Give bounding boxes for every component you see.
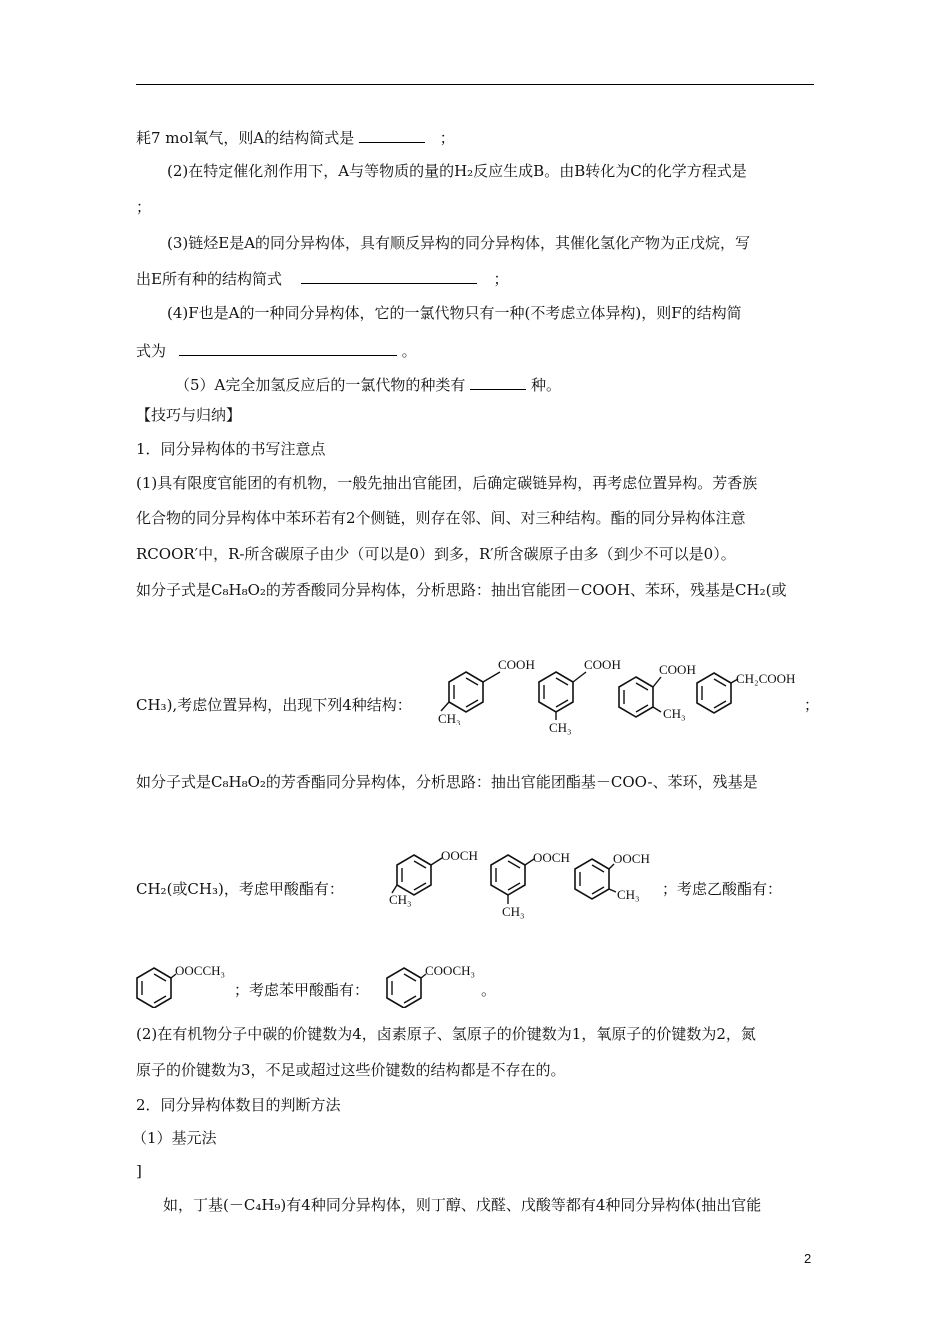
- text-line: (2)在有机物分子中碳的价键数为4，卤素原子、氢原子的价键数为1，氧原子的价键数为2，氮: [136, 1025, 756, 1043]
- ch3-label: CH₃: [438, 711, 461, 725]
- text-line: CH₃),考虑位置异构，出现下列4种结构：: [136, 696, 412, 714]
- text-line: CH₂(或CH₃)，考虑甲酸酯有：: [136, 880, 344, 898]
- text-line: 如分子式是C₈H₈O₂的芳香酸同分异构体，分析思路：抽出官能团－COOH、苯环，残基是CH₂(或: [136, 581, 787, 599]
- ch3-label: CH₃: [617, 887, 640, 902]
- ch2cooh-label: CH₂COOH: [736, 671, 796, 686]
- cooch3-label: COOCH₃: [425, 963, 476, 978]
- page-number: 2: [804, 1251, 812, 1266]
- text-line: 化合物的同分异构体中苯环若有2个侧链，则存在邻、间、对三种结构。酯的同分异构体注意: [136, 509, 746, 527]
- ch3-label: CH₃: [389, 892, 412, 907]
- text-span: 耗7 mol氧气，则A的结构简式是: [136, 129, 355, 147]
- answer-blank[interactable]: [470, 374, 526, 390]
- text-line: [136, 340, 417, 361]
- text-span: 式为: [136, 342, 167, 360]
- text-line: [136, 127, 455, 148]
- subheading: （1）基元法: [132, 1129, 217, 1147]
- structure-methyl-benzoate: [384, 958, 484, 1008]
- ch3-label: CH₃: [549, 720, 572, 735]
- ch3-label: CH₃: [502, 904, 525, 919]
- text-line: (3)链烃E是A的同分异构体，具有顺反异构的同分异构体，其催化氢化产物为正戊烷，写: [167, 234, 751, 252]
- text-line: 如，丁基(－C₄H₉)有4种同分异构体，则丁醇、戊醛、戊酸等都有4种同分异构体(抽出官能: [163, 1196, 762, 1214]
- structure-phenylacetic-acid: [694, 665, 804, 715]
- ooch-label: OOCH: [533, 850, 570, 865]
- subheading: 2．同分异构体数目的判断方法: [136, 1096, 341, 1114]
- answer-blank[interactable]: [301, 268, 477, 284]
- text-line: 。: [481, 981, 497, 999]
- text-line: 原子的价键数为3，不足或超过这些价键数的结构都是不存在的。: [136, 1061, 566, 1079]
- text-line: (2)在特定催化剂作用下，A与等物质的量的H₂反应生成B。由B转化为C的化学方程式是: [167, 162, 747, 180]
- text-span: 。: [401, 342, 417, 360]
- text-span: 出E所有种的结构简式: [136, 270, 282, 288]
- structure-m-methylbenzoic-acid: [536, 655, 626, 735]
- cooh-label: COOH: [498, 657, 535, 672]
- answer-blank[interactable]: [179, 340, 397, 356]
- structure-phenyl-acetate: [134, 958, 234, 1008]
- structure-p-methylphenyl-formate: [384, 838, 494, 908]
- header-rule: [136, 84, 814, 85]
- text-line: ]: [136, 1162, 142, 1180]
- text-line: ；考虑苯甲酸酯有：: [234, 981, 370, 999]
- text-line: RCOOR′中，R-所含碳原子由少（可以是0）到多，R′所含碳原子由多（到少不可以是0）。: [136, 545, 736, 563]
- text-line: ；: [136, 198, 152, 216]
- structure-o-methylbenzoic-acid: [616, 660, 706, 730]
- text-line: (1)具有限度官能团的有机物，一般先抽出官能团，后确定碳链异构，再考虑位置异构。芳香族: [136, 474, 758, 492]
- ooch-label: OOCH: [441, 848, 478, 863]
- cooh-label: COOH: [659, 662, 696, 677]
- text-line: [175, 374, 561, 395]
- text-line: 如分子式是C₈H₈O₂的芳香酯同分异构体，分析思路：抽出官能团酯基－COO-、苯环，残基是: [136, 773, 758, 791]
- structure-p-methylbenzoic-acid: [436, 655, 536, 725]
- text-span: ；: [439, 129, 455, 147]
- text-span: 种。: [530, 376, 561, 394]
- text-span: ；: [493, 270, 509, 288]
- text-line: (4)F也是A的一种同分异构体，它的一氯代物只有一种(不考虑立体异构)，则F的结构简: [167, 304, 742, 322]
- text-span: （5）A完全加氢反应后的一氯代物的种类有: [175, 376, 466, 394]
- subheading: 1．同分异构体的书写注意点: [136, 440, 326, 458]
- ch3-label: CH₃: [663, 706, 686, 721]
- structure-o-methylphenyl-formate: [572, 842, 672, 912]
- section-heading: 【技巧与归纳】: [136, 406, 242, 424]
- answer-blank[interactable]: [359, 127, 425, 143]
- oocch3-label: OOCCH₃: [175, 963, 226, 978]
- text-line: ；: [804, 696, 820, 714]
- text-line: [136, 268, 509, 289]
- cooh-label: COOH: [584, 657, 621, 672]
- ooch-label: OOCH: [613, 851, 650, 866]
- text-line: ；考虑乙酸酯有：: [662, 880, 783, 898]
